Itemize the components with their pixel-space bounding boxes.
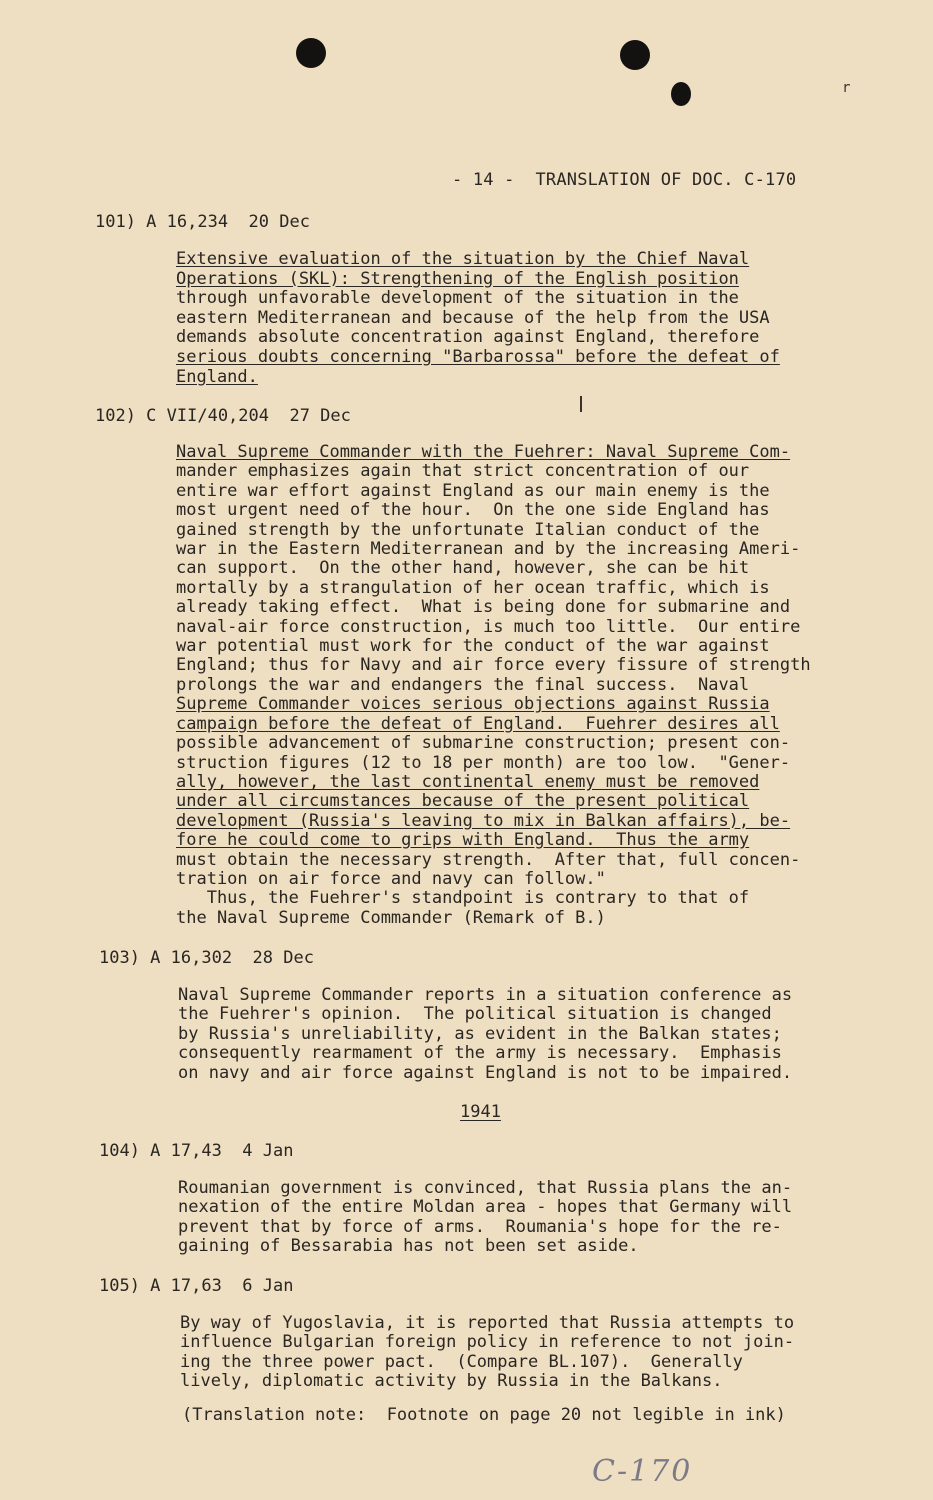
text-line: naval-air force construction, is much too little. Our entire [176, 616, 801, 637]
page-header: - 14 - TRANSLATION OF DOC. C-170 [452, 170, 797, 190]
text-line: mander emphasizes again that strict concentration of our [176, 461, 750, 482]
text-line: possible advancement of submarine construction; present con- [176, 733, 791, 754]
text-line: can support. On the other hand, however, she can be hit [176, 558, 750, 579]
text-line: nexation of the entire Moldan area - hopes that Germany will [178, 1197, 793, 1218]
margin-mark [580, 396, 582, 412]
illegible-footnote [100, 1446, 108, 1462]
text-line: prevent that by force of arms. Roumania's hope for the re- [178, 1216, 782, 1237]
text-line: lively, diplomatic activity by Russia in the Balkans. [180, 1371, 723, 1392]
text-line: Extensive evaluation of the situation by the Chief Naval [176, 249, 750, 269]
translation-note: (Translation note: Footnote on page 20 not legible in ink) [182, 1405, 786, 1425]
text-line: prolongs the war and endangers the final success. Naval [176, 674, 750, 695]
entry-body [178, 986, 792, 1083]
punch-hole-left [296, 38, 326, 68]
entry-heading: 102) C VII/40,204 27 Dec [95, 406, 351, 426]
text-line: by Russia's unreliability, as evident in the Balkan states; [178, 1023, 782, 1044]
entry-heading: 104) A 17,43 4 Jan [99, 1141, 294, 1161]
text-line: mortally by a strangulation of her ocean traffic, which is [176, 577, 770, 598]
text-line: By way of Yugoslavia, it is reported that Russia attempts to [180, 1313, 795, 1333]
text-line: development (Russia's leaving to mix in Balkan affairs), be- [176, 810, 791, 831]
entry-body [180, 1314, 794, 1392]
ink-blot [671, 82, 691, 106]
text-line: fore he could come to grips with England. Thus the army [176, 830, 750, 851]
punch-hole-right [620, 40, 650, 70]
text-line: Operations (SKL): Strengthening of the English position [176, 268, 739, 289]
text-line: under all circumstances because of the present political [176, 791, 750, 812]
entry-body [176, 443, 811, 928]
text-line: must obtain the necessary strength. After that, full concen- [176, 849, 801, 870]
corner-mark: r [842, 80, 851, 96]
text-line: demands absolute concentration against England, therefore [176, 327, 760, 348]
text-line: influence Bulgarian foreign policy in reference to not join- [180, 1332, 795, 1353]
text-line: gained strength by the unfortunate Italian conduct of the [176, 519, 760, 540]
entry-heading: 103) A 16,302 28 Dec [99, 948, 314, 968]
entry-heading: 105) A 17,63 6 Jan [99, 1276, 294, 1296]
text-line: England. [176, 366, 258, 387]
text-line: through unfavorable development of the situation in the [176, 288, 739, 309]
text-line: ally, however, the last continental enemy must be removed [176, 771, 760, 792]
text-line: the Fuehrer's opinion. The political situation is changed [178, 1004, 772, 1025]
text-line: Naval Supreme Commander reports in a situation conference as [178, 985, 793, 1005]
text-line: Thus, the Fuehrer's standpoint is contrary to that of [176, 888, 750, 909]
entry-body [178, 1179, 792, 1257]
year-heading: 1941 [460, 1102, 501, 1122]
text-line: gaining of Bessarabia has not been set aside. [178, 1236, 639, 1257]
handwritten-doc-number: C-170 [592, 1454, 693, 1489]
text-line: ing the three power pact. (Compare BL.107). Generally [180, 1351, 743, 1372]
text-line: most urgent need of the hour. On the one side England has [176, 500, 770, 521]
text-line: war in the Eastern Mediterranean and by the increasing Ameri- [176, 539, 801, 560]
text-line: war potential must work for the conduct of the war against [176, 636, 770, 657]
text-line: entire war effort against England as our main enemy is the [176, 480, 770, 501]
entry-heading: 101) A 16,234 20 Dec [95, 212, 310, 232]
text-line: consequently rearmament of the army is necessary. Emphasis [178, 1043, 782, 1064]
text-line: on navy and air force against England is not to be impaired. [178, 1062, 793, 1083]
text-line: Naval Supreme Commander with the Fuehrer: Naval Supreme Com- [176, 442, 791, 462]
entry-body [176, 250, 780, 387]
text-line: struction figures (12 to 18 per month) are too low. "Gener- [176, 752, 791, 773]
text-line: Supreme Commander voices serious objections against Russia [176, 694, 770, 715]
text-line: tration on air force and navy can follow." [176, 868, 606, 889]
text-line: England; thus for Navy and air force every fissure of strength [176, 655, 811, 676]
text-line: already taking effect. What is being done for submarine and [176, 597, 791, 618]
text-line: the Naval Supreme Commander (Remark of B.) [176, 907, 606, 928]
text-line: Roumanian government is convinced, that Russia plans the an- [178, 1178, 793, 1198]
text-line: eastern Mediterranean and because of the help from the USA [176, 307, 770, 328]
text-line: serious doubts concerning "Barbarossa" before the defeat of [176, 346, 780, 367]
text-line: campaign before the defeat of England. Fuehrer desires all [176, 713, 780, 734]
